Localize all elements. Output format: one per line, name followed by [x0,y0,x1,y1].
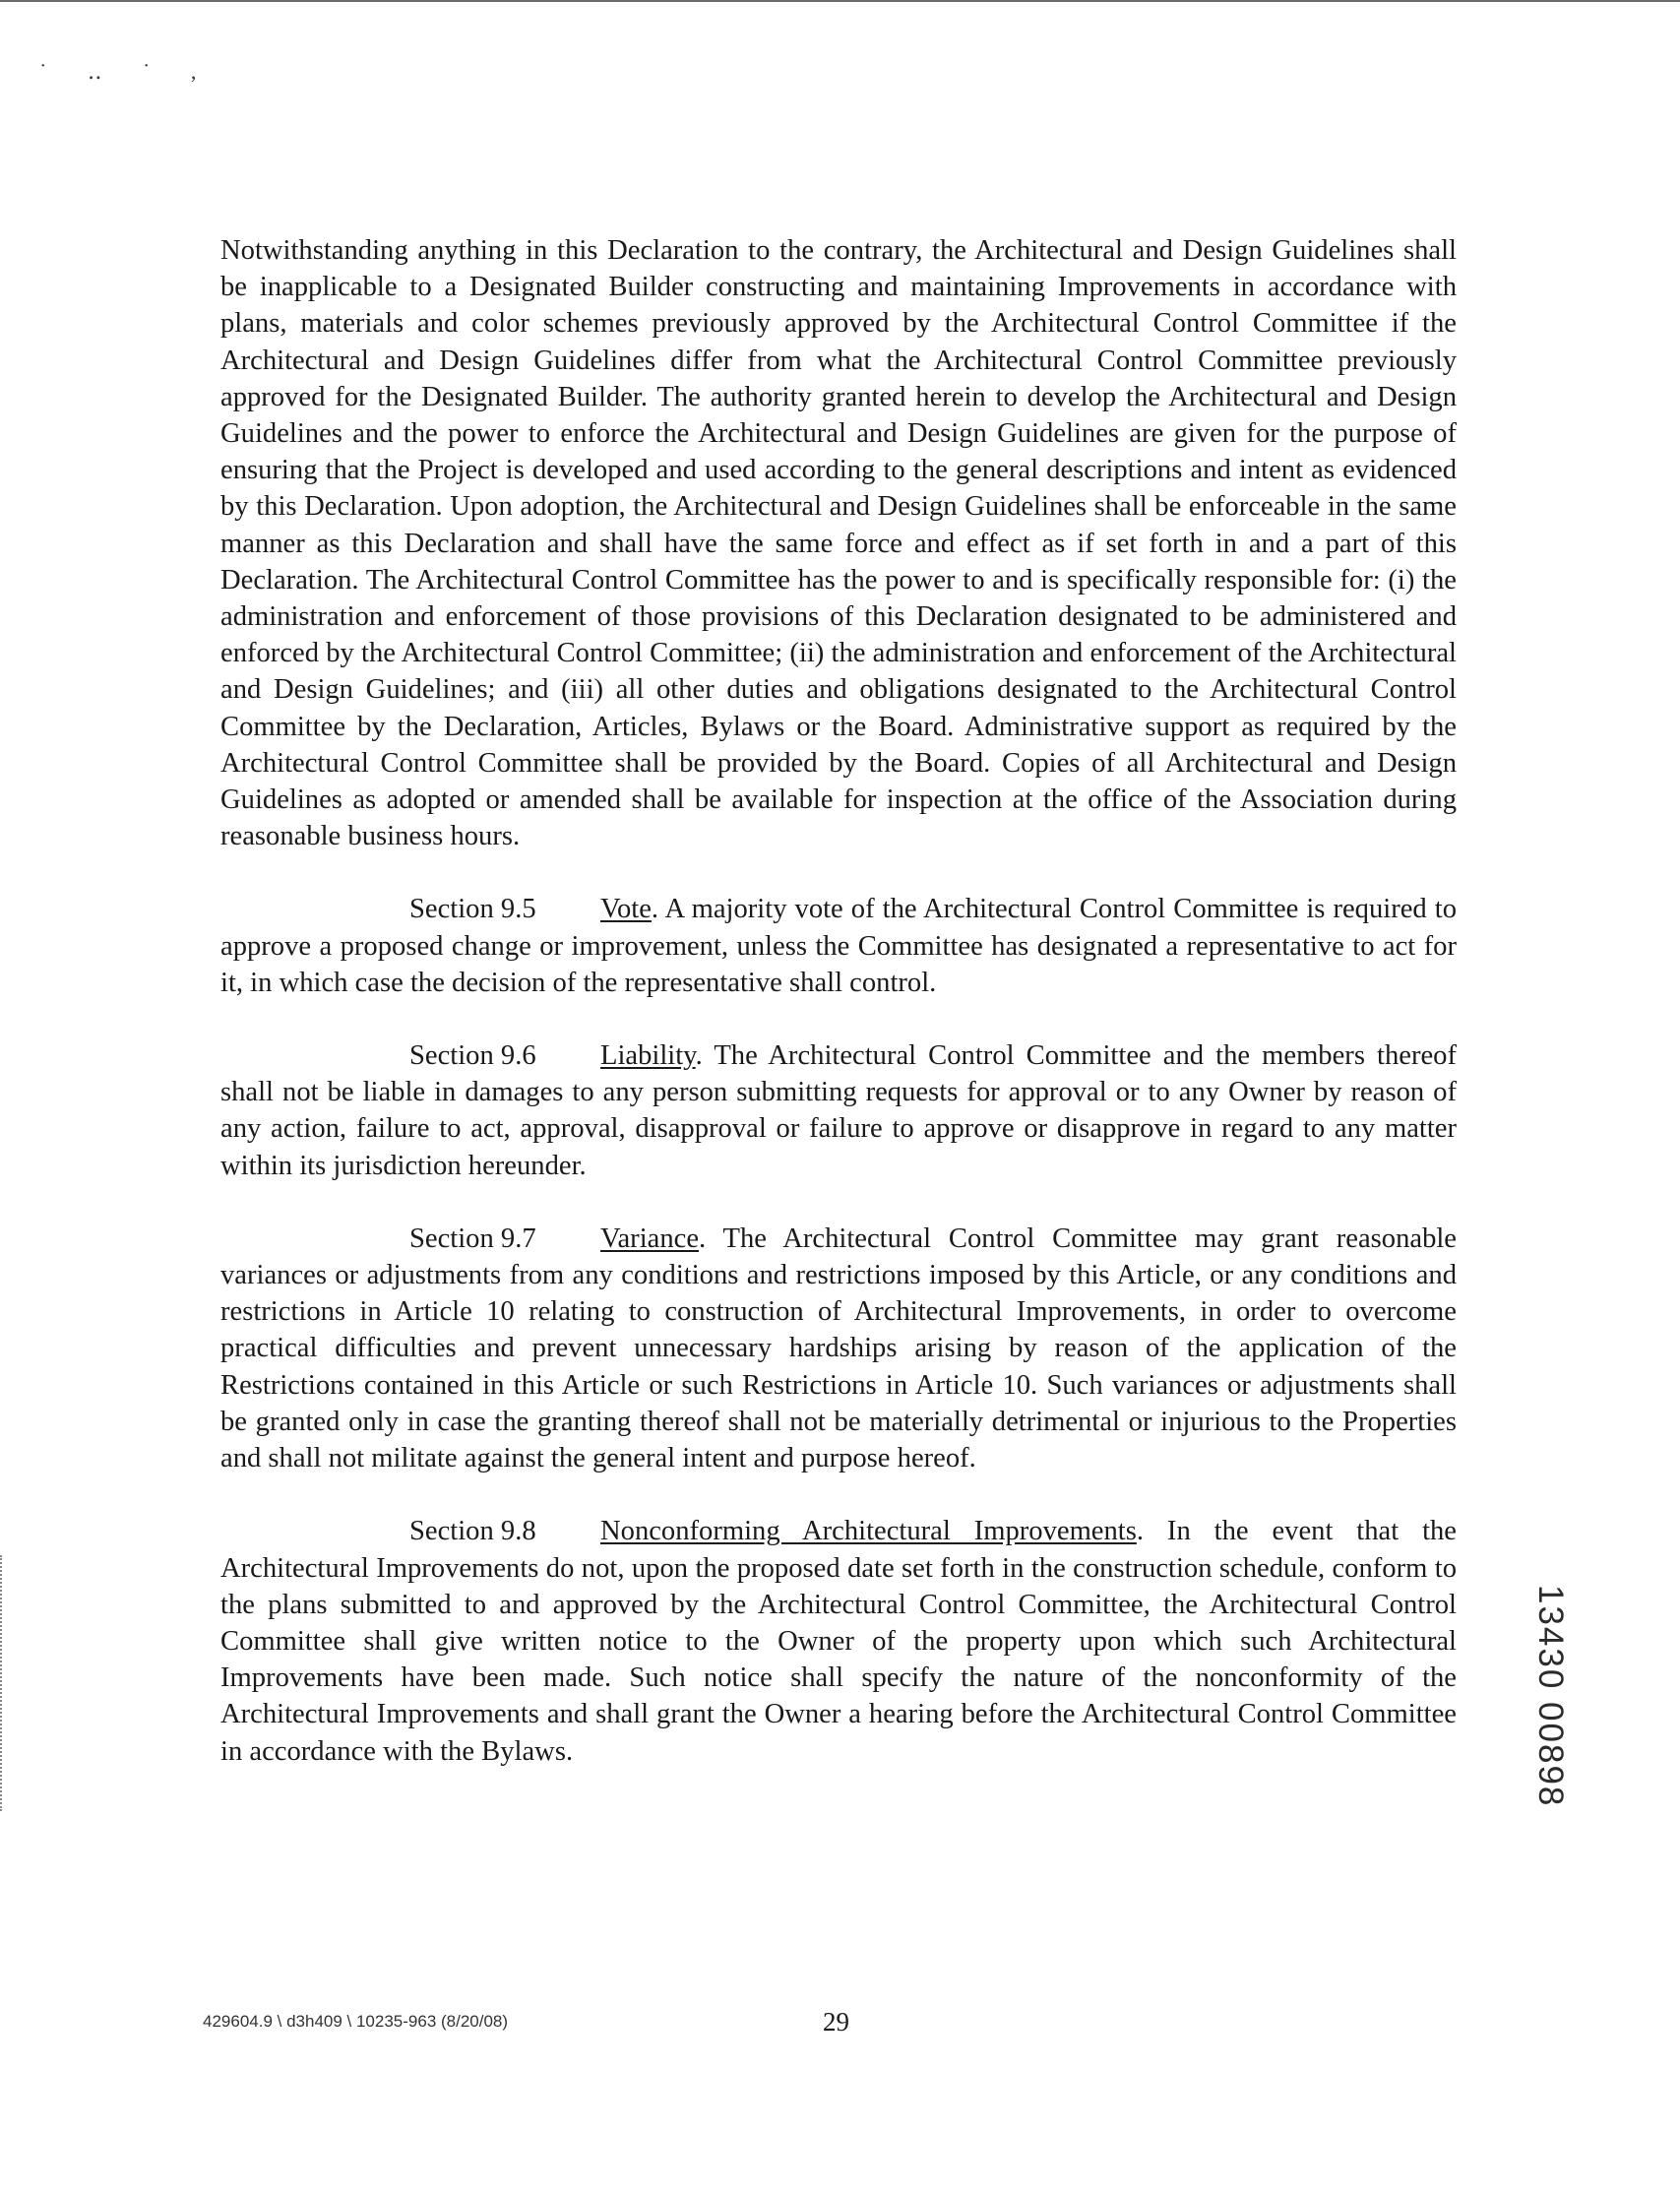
section-number: Section 9.8 [409,1516,536,1547]
section-9-6 [220,1037,1457,1184]
page-number: 29 [823,2007,849,2037]
section-9-7 [220,1221,1457,1476]
section-number: Section 9.7 [409,1222,536,1254]
scan-top-edge [0,0,1680,2]
section-9-8 [220,1513,1457,1769]
scan-speck-marks: ˙ ‥ ˙ , [39,59,215,84]
scan-margin-marks [0,1555,6,1811]
section-number: Section 9.5 [409,894,536,925]
footer-reference: 429604.9 \ d3h409 \ 10235-963 (8/20/08) [203,2012,509,2031]
section-title: Liability [600,1040,696,1072]
section-title: Variance [600,1222,700,1254]
section-number: Section 9.6 [409,1040,536,1072]
section-9-5 [220,891,1457,1001]
section-text: . A majority vote of the Architectural Control Committee is required to approve a proposed change or improvement, unless the Committee has designated a representative to act for it, in which case the decision of the representative shall control. [220,894,1457,998]
section-title: Vote [600,894,652,925]
section-text: . In the event that the Architectural Improvements do not, upon the proposed date set forth in the construction schedule, conform to the plans submitted to and approved by the Architectural Control Committee, the Architectural Control Committee shall give written notice to the Owner of the property upon which such Architectural Improvements have been made. Such notice shall specify the nature of the nonconformity of the Architectural Improvements and shall grant the Owner a hearing before the Architectural Control Committee in accordance with the Bylaws. [220,1516,1457,1767]
recording-stamp: 13430 00898 [1531,1585,1570,1808]
section-title: Nonconforming Architectural Improvements [600,1516,1137,1547]
document-body [220,232,1457,1770]
section-text: . The Architectural Control Committee and the members thereof shall not be liable in damages to any person submitting requests for approval or to any Owner by reason of any action, failure to act, approval, disapproval or failure to approve or disapprove in regard to any matter within its jurisdiction hereunder. [220,1040,1457,1181]
section-text: . The Architectural Control Committee may grant reasonable variances or adjustments from any conditions and restrictions imposed by this Article, or any conditions and restrictions in Article 10 relating to construction of Architectural Improvements, in order to overcome practical difficulties and prevent unnecessary hardships arising by reason of the application of the Restrictions contained in this Article or such Restrictions in Article 10. Such variances or adjustments shall be granted only in case the granting thereof shall not be materially detrimental or injurious to the Properties and shall not militate against the general intent and purpose hereof. [220,1222,1457,1474]
body-paragraph: Notwithstanding anything in this Declaration to the contrary, the Architectural and Design Guidelines shall be inapplicable to a Designated Builder constructing and maintaining Improvements in accordance with plans, materials and color schemes previously approved by the Architectural Control Committee if the Architectural and Design Guidelines differ from what the Architectural Control Committee previously approved for the Designated Builder. The authority granted herein to develop the Architectural and Design Guidelines and the power to enforce the Architectural and Design Guidelines are given for the purpose of ensuring that the Project is developed and used according to the general descriptions and intent as evidenced by this Declaration. Upon adoption, the Architectural and Design Guidelines shall be enforceable in the same manner as this Declaration and shall have the same force and effect as if set forth in and a part of this Declaration. The Architectural Control Committee has the power to and is specifically responsible for: (i) the administration and enforcement of those provisions of this Declaration designated to be administered and enforced by the Architectural Control Committee; (ii) the administration and enforcement of the Architectural and Design Guidelines; and (iii) all other duties and obligations designated to the Architectural Control Committee by the Declaration, Articles, Bylaws or the Board. Administrative support as required by the Architectural Control Committee shall be provided by the Board. Copies of all Architectural and Design Guidelines as adopted or amended shall be available for inspection at the office of the Association during reasonable business hours. [220,235,1457,852]
